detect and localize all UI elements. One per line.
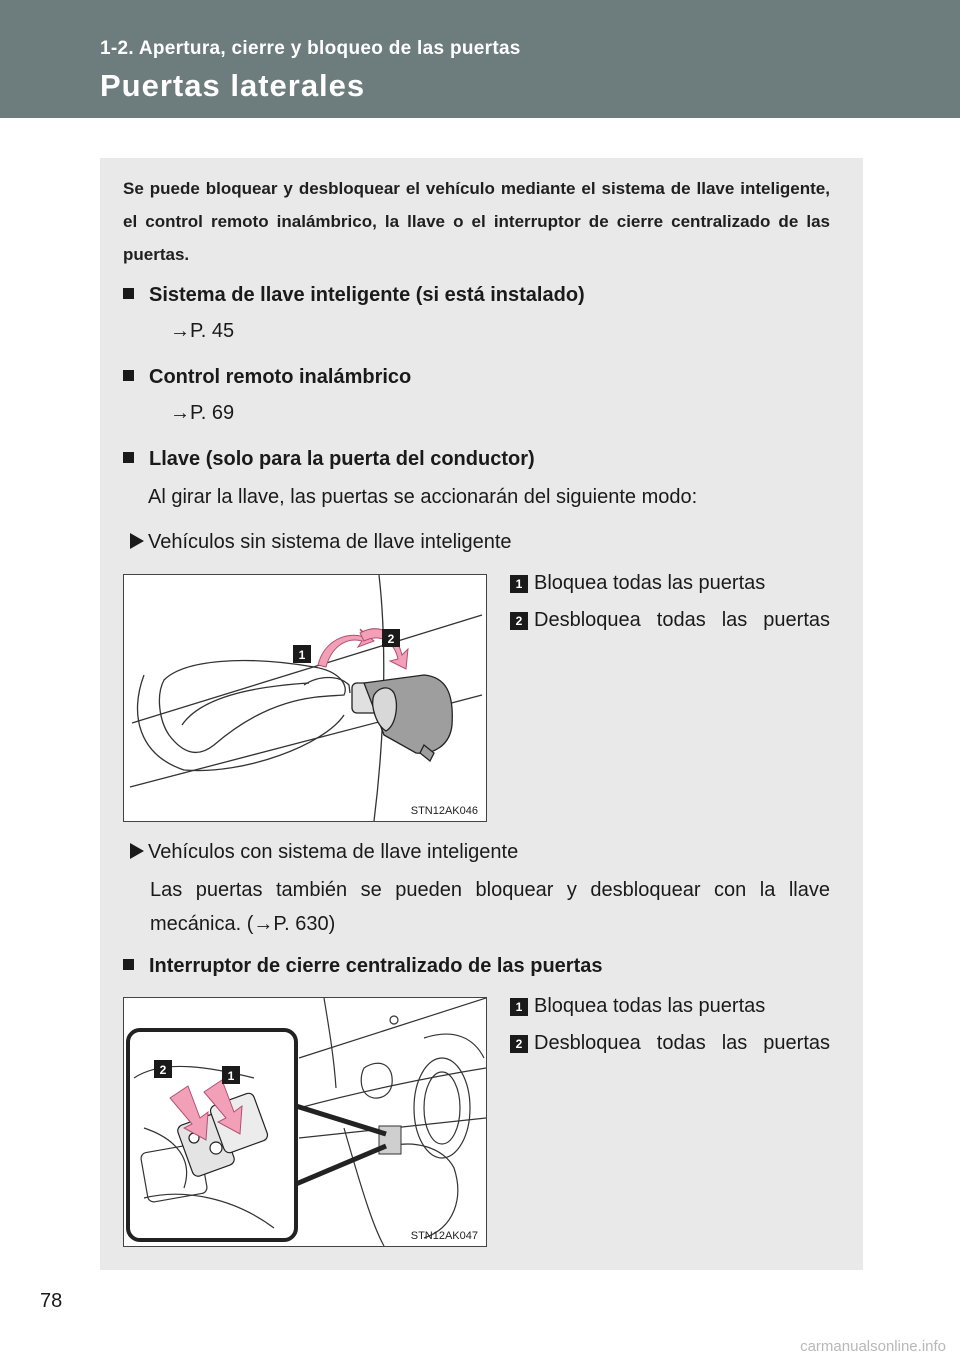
bullet-square-icon <box>123 370 134 381</box>
step-number: 1 <box>510 575 528 593</box>
step-text: Desbloquea todas las puertas <box>534 609 830 631</box>
door-handle-illustration <box>124 575 486 821</box>
triangle-bullet-icon <box>130 843 144 859</box>
figure-door-key <box>123 574 487 822</box>
case-with-smart-key <box>130 841 518 864</box>
step-lock <box>510 991 830 1022</box>
step-text: Bloquea todas las puertas <box>534 572 766 594</box>
svg-text:1: 1 <box>227 1069 235 1083</box>
heading-key <box>123 448 535 471</box>
step-unlock <box>510 605 830 636</box>
bullet-square-icon <box>123 288 134 299</box>
bullet-square-icon <box>123 959 134 970</box>
step-number: 2 <box>510 612 528 630</box>
page-reference[interactable]: →P. 45 <box>170 320 235 342</box>
step-number: 1 <box>510 998 528 1016</box>
case-label: Vehículos con sistema de llave inteligente <box>148 841 519 863</box>
figure-lock-switch <box>123 997 487 1247</box>
svg-text:1: 1 <box>298 648 306 662</box>
svg-text:2: 2 <box>387 632 395 646</box>
figure-code: STN12AK046 <box>410 805 478 817</box>
heading-label: Control remoto inalámbrico <box>149 366 412 388</box>
section-title: 1-2. Apertura, cierre y bloqueo de las puertas <box>100 38 521 59</box>
page-number: 78 <box>40 1290 63 1312</box>
heading-switch <box>123 955 602 978</box>
triangle-bullet-icon <box>130 533 144 549</box>
step-text: Desbloquea todas las puertas <box>534 1032 830 1054</box>
step-number: 2 <box>510 1035 528 1053</box>
heading-label: Llave (solo para la puerta del conductor) <box>149 448 535 470</box>
step-unlock <box>510 1028 830 1059</box>
step-lock <box>510 568 830 599</box>
smart-key-note: Las puertas también se pueden bloquear y desbloquear con la llave mecánica. (→P. 630) <box>150 879 830 935</box>
case-without-smart-key <box>130 531 512 554</box>
lock-switch-illustration <box>124 998 486 1246</box>
page-reference[interactable]: →P. 69 <box>170 402 235 424</box>
intro-text: Se puede bloquear y desbloquear el vehículo mediante el sistema de llave inteligente, el control remoto inalámbrico, la llave o el interruptor de cierre centralizado de las puertas. <box>123 179 830 264</box>
page-title: Puertas laterales <box>100 68 366 103</box>
heading-smart-key <box>123 284 585 307</box>
case-label: Vehículos sin sistema de llave inteligente <box>148 531 512 553</box>
heading-label: Interruptor de cierre centralizado de las puertas <box>149 955 603 977</box>
watermark: carmanualsonline.info <box>800 1338 946 1355</box>
chapter-header <box>0 0 960 118</box>
figure-code: STN12AK047 <box>410 1230 478 1242</box>
bullet-square-icon <box>123 452 134 463</box>
heading-label: Sistema de llave inteligente (si está instalado) <box>149 284 585 306</box>
heading-remote <box>123 366 411 389</box>
svg-text:2: 2 <box>159 1063 167 1077</box>
step-text: Bloquea todas las puertas <box>534 995 766 1017</box>
key-description: Al girar la llave, las puertas se accionarán del siguiente modo: <box>148 486 698 508</box>
